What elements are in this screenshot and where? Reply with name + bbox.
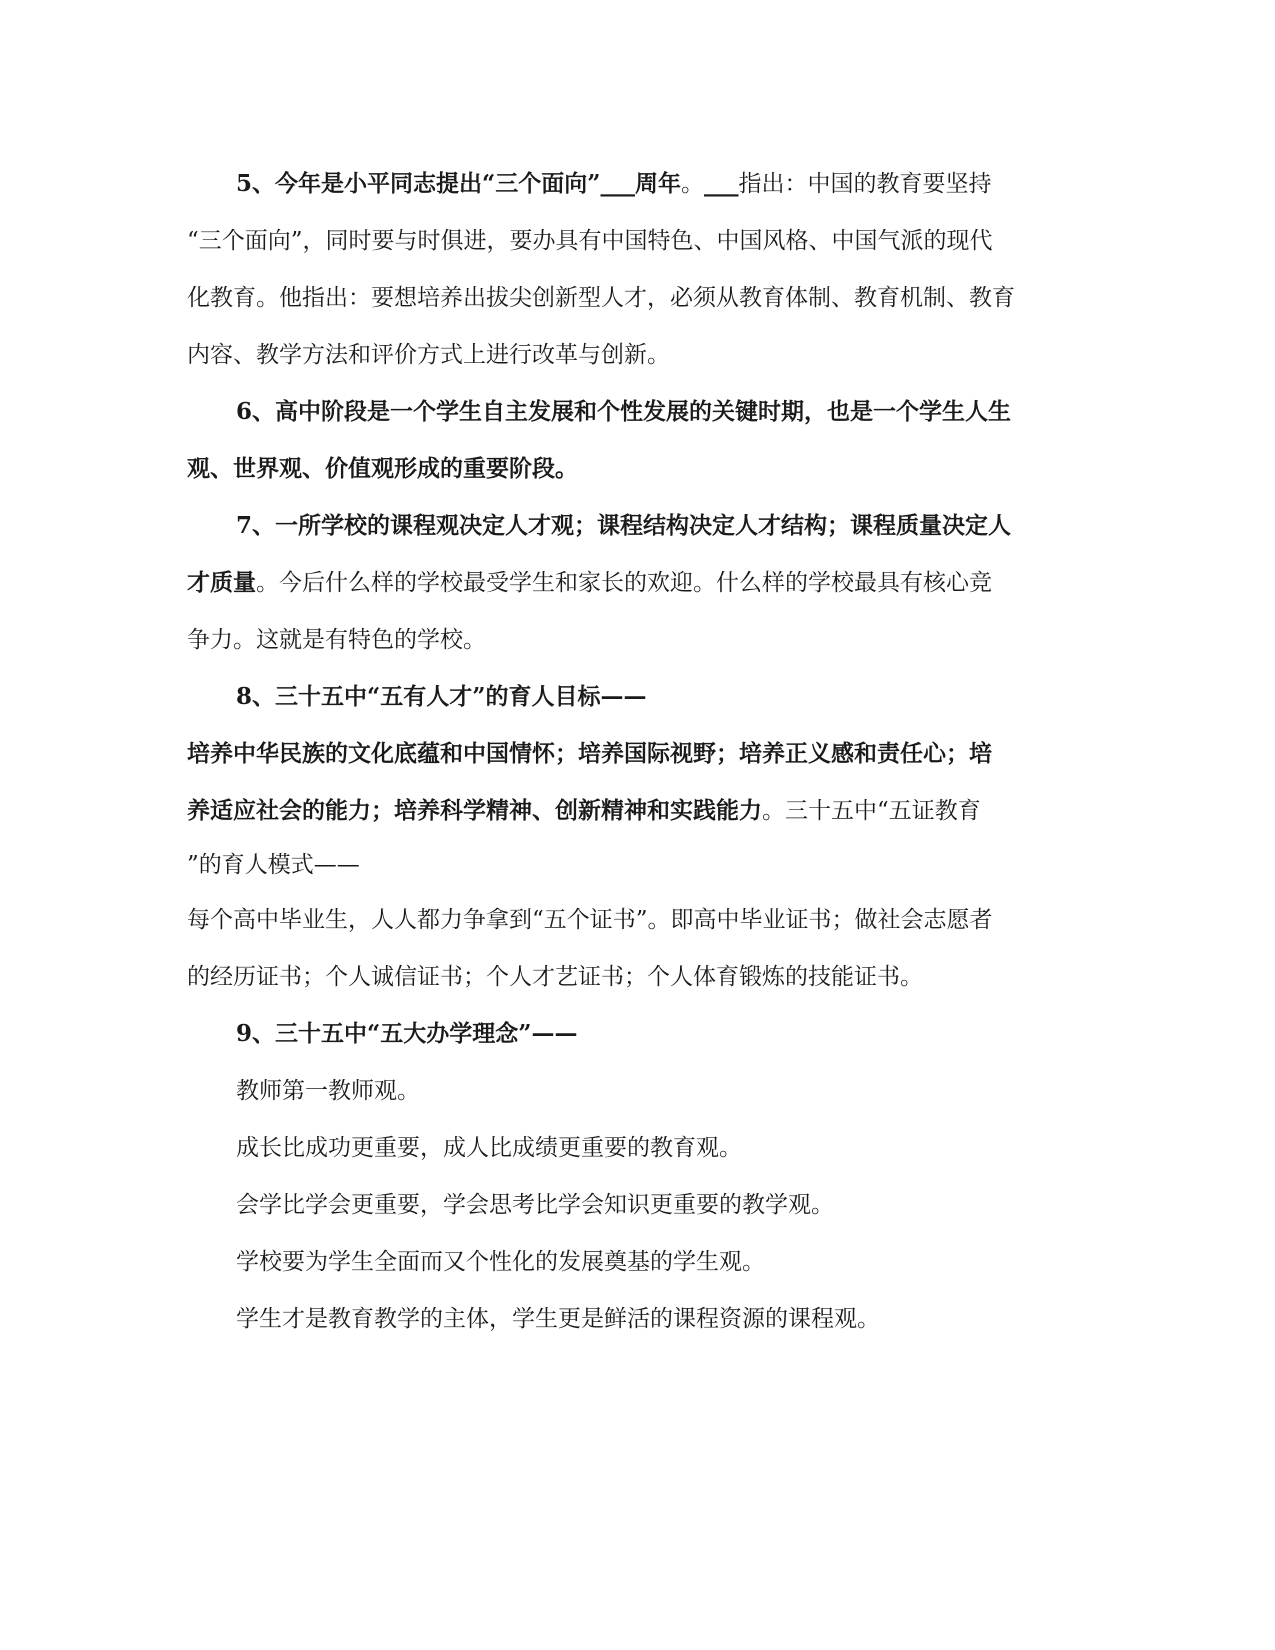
paragraph-9-heading — [236, 1019, 1087, 1049]
text-run: 化教育。他指出：要想培养出拔尖创新型人才，必须从教育体制、教育机制、教育 — [187, 285, 1015, 311]
paragraph-8-line-4 — [187, 905, 1087, 935]
text-run: 。今后什么样的学校最受学生和家长的欢迎。什么样的学校最具有核心竞 — [256, 570, 992, 596]
text-run: 学生才是教育教学的主体，学生更是鲜活的课程资源的课程观。 — [236, 1306, 880, 1332]
text-run: 6、高中阶段是一个学生自主发展和个性发展的关键时期，也是一个学生人生 — [236, 398, 1012, 425]
text-run: ___ — [703, 170, 739, 197]
paragraph-9-item-2 — [236, 1133, 1087, 1163]
paragraph-7-line-2 — [187, 568, 1087, 598]
paragraph-8-heading — [236, 682, 1087, 712]
text-run: 8、三十五中“五有人才”的育人目标—— — [236, 683, 647, 710]
paragraph-8-line-2 — [187, 796, 1087, 826]
text-run: 9、三十五中“五大办学理念”—— — [236, 1020, 578, 1047]
text-run: 。 — [680, 171, 704, 197]
text-run: 才质量 — [187, 569, 256, 596]
text-run: 每个高中毕业生，人人都力争拿到“五个证书”。即高中毕业证书；做社会志愿者 — [187, 907, 993, 933]
paragraph-9-item-4 — [236, 1247, 1087, 1277]
paragraph-5-line-1 — [236, 169, 1087, 199]
paragraph-5-line-2 — [187, 226, 1087, 256]
text-run: 5、今年是小平同志提出“三个面向”___周年 — [236, 170, 681, 197]
paragraph-9-item-1 — [236, 1076, 1087, 1106]
text-run: 争力。这就是有特色的学校。 — [187, 627, 486, 653]
text-run: 学校要为学生全面而又个性化的发展奠基的学生观。 — [236, 1249, 765, 1275]
paragraph-9-item-5 — [236, 1304, 1087, 1334]
text-run: 教师第一教师观。 — [236, 1078, 420, 1104]
paragraph-9-item-3 — [236, 1190, 1087, 1220]
text-run: ”的育人模式—— — [187, 852, 360, 878]
paragraph-7-line-1 — [236, 511, 1087, 541]
text-run: 成长比成功更重要，成人比成绩更重要的教育观。 — [236, 1135, 742, 1161]
paragraph-6-line-2 — [187, 454, 1087, 484]
text-run: “三个面向”，同时要与时俱进，要办具有中国特色、中国风格、中国气派的现代 — [187, 228, 993, 254]
text-run: 指出：中国的教育要坚持 — [738, 171, 992, 197]
text-run: 会学比学会更重要，学会思考比学会知识更重要的教学观。 — [236, 1192, 834, 1218]
text-run: 。三十五中“五证教育 — [762, 798, 981, 824]
paragraph-6-line-1 — [236, 397, 1087, 427]
text-run: 内容、教学方法和评价方式上进行改革与创新。 — [187, 342, 670, 368]
paragraph-8-line-3 — [187, 850, 1087, 880]
paragraph-5-line-3 — [187, 283, 1087, 313]
paragraph-8-line-1 — [187, 739, 1087, 769]
text-run: 培养中华民族的文化底蕴和中国情怀；培养国际视野；培养正义感和责任心；培 — [187, 740, 992, 767]
paragraph-5-line-4 — [187, 340, 1087, 370]
paragraph-8-line-5 — [187, 962, 1087, 992]
text-run: 观、世界观、价值观形成的重要阶段。 — [187, 455, 578, 482]
text-run: 的经历证书；个人诚信证书；个人才艺证书；个人体育锻炼的技能证书。 — [187, 964, 923, 990]
text-run: 7、一所学校的课程观决定人才观；课程结构决定人才结构；课程质量决定人 — [236, 512, 1012, 539]
paragraph-7-line-3 — [187, 625, 1087, 655]
text-run: 养适应社会的能力；培养科学精神、创新精神和实践能力 — [187, 797, 762, 824]
